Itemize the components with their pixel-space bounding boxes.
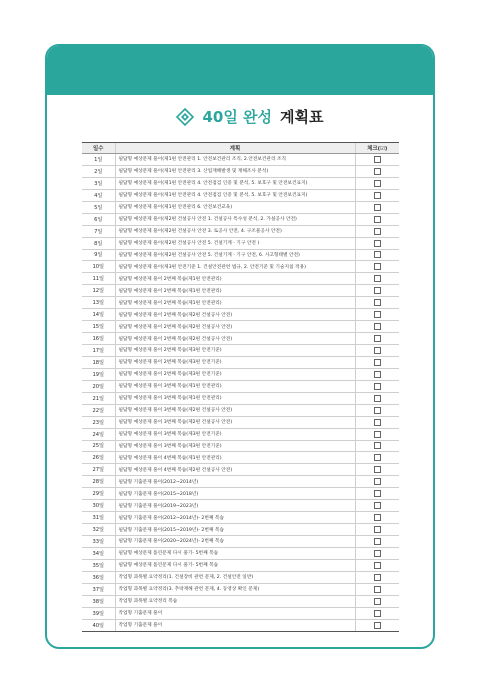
day-cell: 10일 <box>82 261 115 273</box>
plan-cell: 필답형 기출문제 풀이(2012~2014년) <box>115 476 355 488</box>
check-cell <box>355 547 399 559</box>
checkbox[interactable] <box>374 168 381 175</box>
day-cell: 40일 <box>82 619 115 631</box>
check-cell <box>355 488 399 500</box>
plan-cell: 필답형 예상문제 풀이 2번째 복습(제1편 안전관리) <box>115 285 355 297</box>
table-row <box>82 488 399 500</box>
plan-cell: 필답형 예상문제 풀이(제1편 안전관리 3. 산업재해발생 및 재해조사 분석) <box>115 165 355 177</box>
day-cell: 34일 <box>82 547 115 559</box>
table-header-row <box>82 143 399 154</box>
plan-cell: 필답형 예상문제 풀이 2번째 복습(제1편 안전관리) <box>115 297 355 309</box>
table-row <box>82 356 399 368</box>
check-cell <box>355 524 399 536</box>
table-row <box>82 464 399 476</box>
plan-cell: 필답형 예상문제 풀이 3번째 복습(제2편 건설공사 안전) <box>115 416 355 428</box>
table-row <box>82 559 399 571</box>
day-cell: 13일 <box>82 297 115 309</box>
check-cell <box>355 452 399 464</box>
check-cell <box>355 321 399 333</box>
check-cell <box>355 297 399 309</box>
checkbox[interactable] <box>374 204 381 211</box>
table-row <box>82 154 399 166</box>
day-cell: 21일 <box>82 392 115 404</box>
plan-cell: 필답형 예상문제 풀이(제2편 건설공사 안전 3. 토공사 안전, 4. 구조물공사 안전) <box>115 225 355 237</box>
checkbox[interactable] <box>374 287 381 294</box>
plan-cell: 필답형 예상문제 풀이(제2편 건설공사 안전 5. 건설기계 · 기구 안전, 6. 사고형태별 안전) <box>115 249 355 261</box>
table-body <box>82 154 399 632</box>
plan-cell: 필답형 예상문제 풀이(제1편 안전관리 4. 안전점검 인증 및 분석, 5. 보호구 및 안전보건표지) <box>115 177 355 189</box>
table-row <box>82 225 399 237</box>
check-cell <box>355 261 399 273</box>
plan-cell: 필답형 기출문제 풀이(2012~2014년)- 2번째 복습 <box>115 512 355 524</box>
day-cell: 35일 <box>82 559 115 571</box>
check-cell <box>355 225 399 237</box>
table-row <box>82 571 399 583</box>
checkbox[interactable] <box>374 180 381 187</box>
checkbox[interactable] <box>374 407 381 414</box>
day-cell: 18일 <box>82 356 115 368</box>
plan-cell: 필답형 예상문제 풀이(제1편 안전관리 1. 안전보건관리 조직, 2.안전보건관리 조직 <box>115 154 355 166</box>
day-cell: 7일 <box>82 225 115 237</box>
day-cell: 11일 <box>82 273 115 285</box>
checkbox[interactable] <box>374 263 381 270</box>
plan-cell: 작업형 과목별 요약정리(3. 추락재해 관련 문제, 4. 동영상 확인 문제) <box>115 583 355 595</box>
day-cell: 12일 <box>82 285 115 297</box>
check-cell <box>355 309 399 321</box>
table-row <box>82 512 399 524</box>
table-row <box>82 440 399 452</box>
day-cell: 17일 <box>82 345 115 357</box>
check-cell <box>355 440 399 452</box>
day-cell: 29일 <box>82 488 115 500</box>
table-row <box>82 333 399 345</box>
plan-cell: 필답형 예상문제 풀이 3번째 복습(제1편 안전관리) <box>115 380 355 392</box>
header-check: 체크(☑) <box>355 143 399 154</box>
day-cell: 6일 <box>82 213 115 225</box>
table-row <box>82 547 399 559</box>
plan-cell: 필답형 예상문제 풀이 3번째 복습(제1편 안전관리) <box>115 392 355 404</box>
table-row <box>82 237 399 249</box>
checkbox[interactable] <box>374 419 381 426</box>
checkbox[interactable] <box>374 574 381 581</box>
checkbox[interactable] <box>374 251 381 258</box>
check-cell <box>355 368 399 380</box>
checkbox[interactable] <box>374 514 381 521</box>
check-cell <box>355 392 399 404</box>
table-row <box>82 177 399 189</box>
day-cell: 8일 <box>82 237 115 249</box>
check-cell <box>355 428 399 440</box>
checkbox[interactable] <box>374 156 381 163</box>
day-cell: 27일 <box>82 464 115 476</box>
day-cell: 2일 <box>82 165 115 177</box>
table-row <box>82 249 399 261</box>
check-cell <box>355 464 399 476</box>
table-row <box>82 607 399 619</box>
table-row <box>82 297 399 309</box>
table-row <box>82 452 399 464</box>
checkbox[interactable] <box>374 359 381 366</box>
table-row <box>82 619 399 631</box>
table-row <box>82 536 399 548</box>
checkbox[interactable] <box>374 502 381 509</box>
day-cell: 1일 <box>82 154 115 166</box>
plan-cell: 필답형 예상문제 풀이(제2편 건설공사 안전 5. 건설기계 · 기구 안전 ) <box>115 237 355 249</box>
check-cell <box>355 476 399 488</box>
checkbox[interactable] <box>374 299 381 306</box>
checkbox[interactable] <box>374 538 381 545</box>
day-cell: 4일 <box>82 189 115 201</box>
table-row <box>82 428 399 440</box>
checkbox[interactable] <box>374 490 381 497</box>
day-cell: 5일 <box>82 201 115 213</box>
check-cell <box>355 213 399 225</box>
day-cell: 15일 <box>82 321 115 333</box>
plan-cell: 필답형 예상문제 풀이(제2편 건설공사 안전 1. 건설공사 특수성 분석, 2. 가설공사 안전) <box>115 213 355 225</box>
table-row <box>82 416 399 428</box>
day-cell: 38일 <box>82 595 115 607</box>
check-cell <box>355 356 399 368</box>
table-row <box>82 583 399 595</box>
table-row <box>82 476 399 488</box>
checkbox[interactable] <box>374 240 381 247</box>
check-cell <box>355 345 399 357</box>
day-cell: 9일 <box>82 249 115 261</box>
day-cell: 26일 <box>82 452 115 464</box>
plan-cell: 필답형 예상문제 풀이(제3편 안전기준 1. 건설안전관련 법규, 2. 안전기준 및 기술지침 적용) <box>115 261 355 273</box>
check-cell <box>355 154 399 166</box>
header-plan: 계획 <box>115 143 355 154</box>
checkbox[interactable] <box>374 311 381 318</box>
table-row <box>82 213 399 225</box>
header-day: 일수 <box>82 143 115 154</box>
plan-cell: 필답형 예상문제 틀린문제 다시 풀기- 5번째 복습 <box>115 547 355 559</box>
checkbox[interactable] <box>374 466 381 473</box>
diamond-logo-icon <box>176 108 194 126</box>
plan-cell: 필답형 예상문제 풀이(제1편 안전관리 6. 안전보건교육) <box>115 201 355 213</box>
day-cell: 36일 <box>82 571 115 583</box>
day-cell: 39일 <box>82 607 115 619</box>
checkbox[interactable] <box>374 610 381 617</box>
table-row <box>82 285 399 297</box>
plan-table <box>82 142 399 632</box>
checkbox[interactable] <box>374 442 381 449</box>
checkbox[interactable] <box>374 216 381 223</box>
day-cell: 19일 <box>82 368 115 380</box>
checkbox[interactable] <box>374 335 381 342</box>
check-cell <box>355 273 399 285</box>
day-cell: 22일 <box>82 404 115 416</box>
check-cell <box>355 607 399 619</box>
table-row <box>82 595 399 607</box>
title-accent: 40일 완성 <box>202 108 273 126</box>
day-cell: 28일 <box>82 476 115 488</box>
plan-cell: 필답형 예상문제 풀이 2번째 복습(제3편 안전기준) <box>115 356 355 368</box>
check-cell <box>355 165 399 177</box>
day-cell: 23일 <box>82 416 115 428</box>
table-row <box>82 261 399 273</box>
checkbox[interactable] <box>374 395 381 402</box>
plan-cell: 필답형 예상문제 풀이 2번째 복습(제2편 건설공사 안전) <box>115 321 355 333</box>
checkbox[interactable] <box>374 323 381 330</box>
check-cell <box>355 285 399 297</box>
header-band <box>47 46 433 95</box>
plan-cell: 필답형 기출문제 풀이(2019~2023년) <box>115 500 355 512</box>
table-row <box>82 500 399 512</box>
checkbox[interactable] <box>374 478 381 485</box>
checkbox[interactable] <box>374 454 381 461</box>
day-cell: 14일 <box>82 309 115 321</box>
day-cell: 30일 <box>82 500 115 512</box>
plan-cell: 작업형 과목별 요약정리 복습 <box>115 595 355 607</box>
page-title <box>0 106 500 127</box>
check-cell <box>355 404 399 416</box>
table-row <box>82 524 399 536</box>
plan-cell: 필답형 예상문제 풀이 2번째 복습(제3편 안전기준) <box>115 368 355 380</box>
day-cell: 32일 <box>82 524 115 536</box>
check-cell <box>355 583 399 595</box>
check-cell <box>355 416 399 428</box>
plan-cell: 필답형 예상문제 풀이 3번째 복습(제3편 안전기준) <box>115 440 355 452</box>
checkbox[interactable] <box>374 598 381 605</box>
checkbox[interactable] <box>374 622 381 629</box>
checkbox[interactable] <box>374 562 381 569</box>
day-cell: 16일 <box>82 333 115 345</box>
plan-cell: 필답형 예상문제 틀린문제 다시 풀기- 5번째 복습 <box>115 559 355 571</box>
checkbox[interactable] <box>374 383 381 390</box>
table-row <box>82 201 399 213</box>
day-cell: 3일 <box>82 177 115 189</box>
plan-cell: 필답형 기출문제 풀이(2020~2024년)- 2번째 복습 <box>115 536 355 548</box>
table-row <box>82 392 399 404</box>
plan-cell: 필답형 예상문제 풀이 4번째 복습(제1편 안전관리) <box>115 452 355 464</box>
check-cell <box>355 500 399 512</box>
check-cell <box>355 249 399 261</box>
table-row <box>82 404 399 416</box>
day-cell: 24일 <box>82 428 115 440</box>
plan-cell: 필답형 예상문제 풀이 2번째 복습(제3편 안전기준) <box>115 345 355 357</box>
plan-cell: 필답형 예상문제 풀이 2번째 복습(제1편 안전관리) <box>115 273 355 285</box>
plan-cell: 필답형 예상문제 풀이 3번째 복습(제2편 건설공사 안전) <box>115 404 355 416</box>
table-row <box>82 380 399 392</box>
plan-cell: 작업형 기출문제 풀이 <box>115 619 355 631</box>
day-cell: 31일 <box>82 512 115 524</box>
check-cell <box>355 189 399 201</box>
plan-cell: 필답형 예상문제 풀이 2번째 복습(제2편 건설공사 안전) <box>115 333 355 345</box>
check-cell <box>355 571 399 583</box>
checkbox[interactable] <box>374 347 381 354</box>
day-cell: 25일 <box>82 440 115 452</box>
check-cell <box>355 177 399 189</box>
check-cell <box>355 333 399 345</box>
plan-cell: 작업형 과목별 요약정리(1. 건설장비 관련 문제, 2. 건설안전 일반) <box>115 571 355 583</box>
table-row <box>82 368 399 380</box>
check-cell <box>355 559 399 571</box>
checkbox[interactable] <box>374 431 381 438</box>
plan-cell: 필답형 예상문제 풀이(제1편 안전관리 4. 안전점검 인증 및 분석, 5. 보호구 및 안전보건표지) <box>115 189 355 201</box>
day-cell: 20일 <box>82 380 115 392</box>
check-cell <box>355 619 399 631</box>
table-row <box>82 273 399 285</box>
day-cell: 33일 <box>82 536 115 548</box>
check-cell <box>355 536 399 548</box>
check-cell <box>355 201 399 213</box>
checkbox[interactable] <box>374 192 381 199</box>
table-row <box>82 309 399 321</box>
plan-cell: 필답형 기출문제 풀이(2015~2018년) <box>115 488 355 500</box>
title-rest: 계획표 <box>280 108 324 126</box>
table-row <box>82 321 399 333</box>
checkbox[interactable] <box>374 275 381 282</box>
plan-cell: 필답형 예상문제 풀이 2번째 복습(제2편 건설공사 안전) <box>115 309 355 321</box>
checkbox[interactable] <box>374 526 381 533</box>
table-row <box>82 165 399 177</box>
check-cell <box>355 595 399 607</box>
table-row <box>82 345 399 357</box>
plan-cell: 필답형 기출문제 풀이(2015~2019년)- 2번째 복습 <box>115 524 355 536</box>
plan-cell: 필답형 예상문제 풀이 3번째 복습(제3편 안전기준) <box>115 428 355 440</box>
plan-cell: 필답형 예상문제 풀이 4번째 복습(제2편 건설공사 안전) <box>115 464 355 476</box>
check-cell <box>355 237 399 249</box>
check-cell <box>355 512 399 524</box>
table-row <box>82 189 399 201</box>
checkbox[interactable] <box>374 371 381 378</box>
checkbox[interactable] <box>374 228 381 235</box>
plan-cell: 작업형 기출문제 풀이 <box>115 607 355 619</box>
day-cell: 37일 <box>82 583 115 595</box>
check-cell <box>355 380 399 392</box>
checkbox[interactable] <box>374 586 381 593</box>
checkbox[interactable] <box>374 550 381 557</box>
